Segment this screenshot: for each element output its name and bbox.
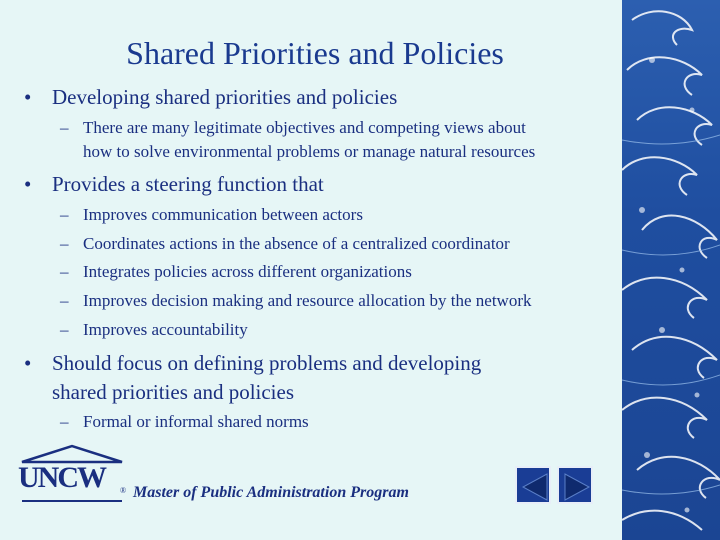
- dash-marker: –: [60, 118, 69, 137]
- sub-bullet-text: Improves decision making and resource allocation by the network: [83, 291, 532, 310]
- bullet-marker: •: [24, 172, 32, 196]
- dash-marker: –: [60, 205, 69, 224]
- dash-marker: –: [60, 262, 69, 281]
- uncw-logo: [16, 442, 128, 502]
- registered-mark: ®: [120, 486, 127, 495]
- sub-bullet-text: Coordinates actions in the absence of a centralized coordinator: [83, 234, 510, 253]
- bullet-marker: •: [24, 85, 32, 109]
- program-name: Master of Public Administration Program: [133, 484, 409, 501]
- wave-decoration: [622, 0, 720, 540]
- bullet-text: Should focus on defining problems and developing: [52, 351, 482, 375]
- bullet-text: Provides a steering function that: [52, 172, 324, 196]
- sub-bullet-text: how to solve environmental problems or manage natural resources: [83, 142, 536, 161]
- triangle-left-icon: [521, 472, 549, 502]
- previous-slide-button[interactable]: [515, 466, 551, 504]
- dash-marker: –: [60, 412, 69, 431]
- dash-marker: –: [60, 234, 69, 253]
- sub-bullet-text: Improves communication between actors: [83, 205, 363, 224]
- sub-bullet-text: Improves accountability: [83, 320, 248, 339]
- triangle-right-icon: [563, 472, 591, 502]
- bullet-marker: •: [24, 351, 32, 375]
- sub-bullet-text: There are many legitimate objectives and competing views about: [83, 118, 526, 137]
- sub-bullet-text: Formal or informal shared norms: [83, 412, 309, 431]
- logo-text: UNCW: [18, 461, 105, 494]
- bullet-text: Developing shared priorities and policies: [52, 85, 398, 109]
- slide-title: Shared Priorities and Policies: [126, 35, 504, 71]
- wave-art-icon: [622, 0, 720, 540]
- sub-bullet-text: Integrates policies across different organizations: [83, 262, 412, 281]
- dash-marker: –: [60, 291, 69, 310]
- bullet-text: shared priorities and policies: [52, 380, 295, 404]
- logo-underline: [22, 500, 122, 502]
- next-slide-button[interactable]: [557, 466, 593, 504]
- dash-marker: –: [60, 320, 69, 339]
